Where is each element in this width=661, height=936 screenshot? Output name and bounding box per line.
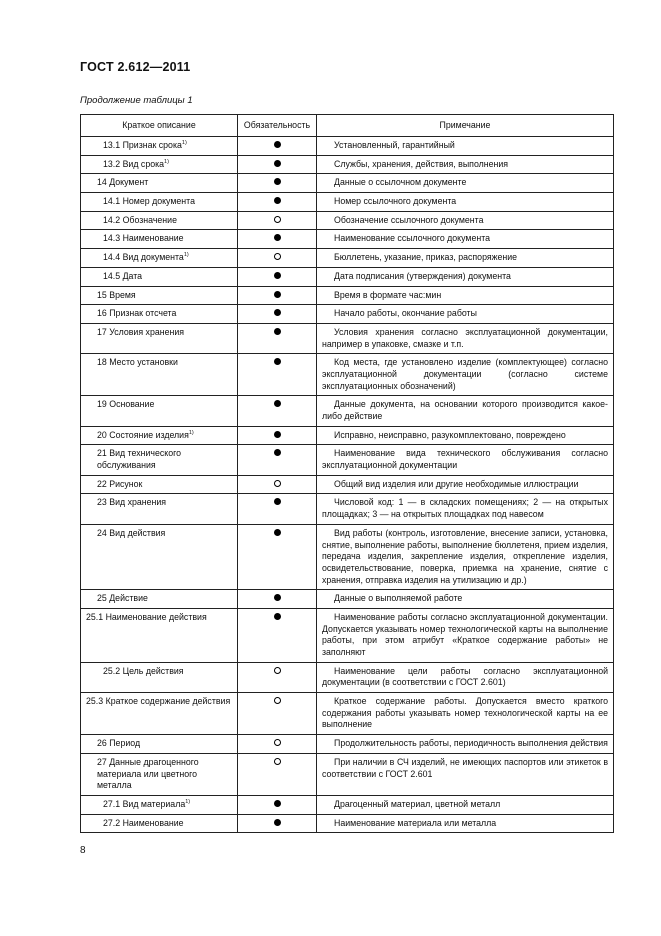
optional-open-circle-icon	[274, 480, 281, 487]
row-note-text: Драгоценный материал, цветной металл	[334, 798, 501, 809]
row-note	[317, 475, 614, 494]
table-row	[81, 662, 614, 692]
row-description-text: 17 Условия хранения	[97, 326, 185, 337]
row-note-text: Время в формате час:мин	[334, 289, 442, 300]
row-description	[81, 753, 238, 795]
mandatory-filled-circle-icon	[274, 328, 281, 335]
row-note	[317, 445, 614, 475]
table-row	[81, 814, 614, 833]
row-description	[81, 155, 238, 174]
row-obligation	[238, 524, 317, 589]
row-note-text: Код места, где установлено изделие (комплектующее) согласно эксплуатационной документации (согласно системе эксплуатационных обозначений)	[322, 357, 608, 391]
row-obligation	[238, 693, 317, 735]
mandatory-filled-circle-icon	[274, 431, 281, 438]
mandatory-filled-circle-icon	[274, 309, 281, 316]
mandatory-filled-circle-icon	[274, 498, 281, 505]
footnote-marker: 1)	[188, 429, 194, 436]
row-description-text: 22 Рисунок	[97, 478, 143, 489]
row-description	[81, 475, 238, 494]
mandatory-filled-circle-icon	[274, 819, 281, 826]
mandatory-filled-circle-icon	[274, 160, 281, 167]
footnote-marker: 1)	[183, 252, 189, 259]
row-obligation	[238, 814, 317, 833]
table-row	[81, 155, 614, 174]
mandatory-filled-circle-icon	[274, 197, 281, 204]
attributes-table	[80, 114, 614, 833]
row-note-text: Дата подписания (утверждения) документа	[334, 270, 511, 281]
mandatory-filled-circle-icon	[274, 178, 281, 185]
row-note-text: Данные документа, на основании которого производится какое-либо действие	[322, 399, 608, 421]
table-header-row	[81, 115, 614, 137]
row-note-text: Условия хранения согласно эксплуатационной документации, например в упаковке, смазке и т.п.	[322, 326, 608, 349]
row-note-text: Бюллетень, указание, приказ, распоряжение	[334, 252, 518, 263]
column-header-note: Примечание	[317, 115, 614, 137]
row-note-text: Службы, хранения, действия, выполнения	[334, 158, 509, 169]
row-description-text: 19 Основание	[97, 399, 155, 410]
table-row	[81, 193, 614, 212]
table-row	[81, 753, 614, 795]
row-description-text: 25.3 Краткое содержание действия	[86, 696, 231, 707]
row-description-text: 27.1 Вид материала	[103, 798, 186, 809]
table-row	[81, 137, 614, 156]
row-note-text: Номер ссылочного документа	[334, 196, 457, 207]
row-note	[317, 814, 614, 833]
row-description	[81, 305, 238, 324]
row-note-text: Исправно, неисправно, разукомплектовано, повреждено	[334, 429, 566, 440]
row-obligation	[238, 396, 317, 426]
table-row	[81, 174, 614, 193]
mandatory-filled-circle-icon	[274, 234, 281, 241]
row-description	[81, 524, 238, 589]
row-note-text: Наименование материала или металла	[334, 817, 497, 828]
table-row	[81, 445, 614, 475]
row-description-text: 23 Вид хранения	[97, 497, 167, 508]
optional-open-circle-icon	[274, 216, 281, 223]
row-note	[317, 608, 614, 662]
row-description-text: 14.5 Дата	[103, 270, 143, 281]
table-row	[81, 475, 614, 494]
row-obligation	[238, 211, 317, 230]
row-note-text: Наименование вида технического обслуживания согласно эксплуатационной документации	[322, 448, 608, 471]
row-note	[317, 590, 614, 609]
row-description-text: 14 Документ	[97, 177, 149, 188]
row-description	[81, 286, 238, 305]
document-title: ГОСТ 2.612—2011	[80, 60, 191, 74]
page-number: 8	[80, 845, 86, 856]
row-obligation	[238, 590, 317, 609]
row-note-text: Общий вид изделия или другие необходимые иллюстрации	[334, 478, 579, 489]
mandatory-filled-circle-icon	[274, 594, 281, 601]
row-obligation	[238, 155, 317, 174]
row-note	[317, 662, 614, 692]
table-row	[81, 323, 614, 353]
row-description	[81, 211, 238, 230]
row-obligation	[238, 267, 317, 286]
mandatory-filled-circle-icon	[274, 291, 281, 298]
row-description-text: 27.2 Наименование	[103, 817, 184, 828]
footnote-marker: 1)	[164, 158, 169, 165]
table-row	[81, 249, 614, 268]
row-description	[81, 137, 238, 156]
row-description-text: 14.1 Номер документа	[103, 196, 195, 207]
row-note-text: Продолжительность работы, периодичность выполнения действия	[334, 738, 608, 749]
table-body	[81, 137, 614, 833]
row-note-text: Наименование работы согласно эксплуатационной документации. Допускается указывать номер технологической карты на выполнение работы, при этом атрибут «Краткое содержание работы» не заполняют	[322, 611, 608, 657]
row-description	[81, 735, 238, 754]
row-description	[81, 608, 238, 662]
row-description-text: 14.2 Обозначение	[103, 214, 177, 225]
row-note-text: Наименование цели работы согласно эксплуатационной документации (в соответствии с ГОСТ 2.601)	[322, 665, 608, 688]
mandatory-filled-circle-icon	[274, 613, 281, 620]
row-description-text: 26 Период	[97, 738, 141, 749]
row-note	[317, 396, 614, 426]
row-note	[317, 735, 614, 754]
row-description-text: 14.4 Вид документа	[103, 252, 184, 263]
row-description-text: 27 Данные драгоценного материала или цветного металла	[97, 756, 199, 791]
row-note	[317, 693, 614, 735]
optional-open-circle-icon	[274, 697, 281, 704]
mandatory-filled-circle-icon	[274, 529, 281, 536]
row-note	[317, 426, 614, 445]
row-description-text: 25.2 Цель действия	[103, 665, 184, 676]
row-obligation	[238, 249, 317, 268]
mandatory-filled-circle-icon	[274, 358, 281, 365]
table-row	[81, 608, 614, 662]
optional-open-circle-icon	[274, 739, 281, 746]
table-row	[81, 396, 614, 426]
row-note-text: Краткое содержание работы. Допускается вместо краткого содержания работы указывать номер технологической карты на ее выполнение	[322, 696, 608, 730]
table-row	[81, 795, 614, 814]
row-description	[81, 323, 238, 353]
table-continuation-caption: Продолжение таблицы 1	[80, 95, 193, 106]
row-description-text: 13.2 Вид срока	[103, 158, 165, 169]
mandatory-filled-circle-icon	[274, 272, 281, 279]
row-note	[317, 174, 614, 193]
row-description-text: 21 Вид технического обслуживания	[97, 448, 182, 471]
footnote-marker: 1)	[181, 140, 187, 147]
row-note-text: Данные о ссылочном документе	[334, 177, 467, 188]
mandatory-filled-circle-icon	[274, 141, 281, 148]
table-row	[81, 286, 614, 305]
row-obligation	[238, 475, 317, 494]
row-note	[317, 795, 614, 814]
row-description-text: 25 Действие	[97, 593, 148, 604]
row-note-text: Вид работы (контроль, изготовление, внесение записи, установка, снятие, выполнение работы, выполнение бюллетеня, прием изделия, передача изделия, закрепление изделия, открепление изделия, освидетельствование, поверка, приемка на хранение, снятие с хранения, отправка изделия на утилизацию и др.)	[322, 527, 608, 585]
row-description	[81, 693, 238, 735]
row-description-text: 20 Состояние изделия	[97, 429, 189, 440]
row-note-text: Установленный, гарантийный	[334, 140, 455, 150]
row-description	[81, 795, 238, 814]
optional-open-circle-icon	[274, 253, 281, 260]
row-note	[317, 305, 614, 324]
row-obligation	[238, 193, 317, 212]
row-description-text: 16 Признак отсчета	[97, 308, 177, 319]
row-description-text: 14.3 Наименование	[103, 233, 184, 244]
table-row	[81, 590, 614, 609]
row-note	[317, 155, 614, 174]
row-note	[317, 524, 614, 589]
row-obligation	[238, 286, 317, 305]
row-note	[317, 230, 614, 249]
row-description	[81, 193, 238, 212]
column-header-description: Краткое описание	[81, 115, 238, 137]
row-description-text: 24 Вид действия	[97, 527, 166, 538]
table-row	[81, 305, 614, 324]
row-note	[317, 494, 614, 524]
row-description-text: 25.1 Наименование действия	[86, 611, 207, 622]
row-description	[81, 445, 238, 475]
row-note-text: Наименование ссылочного документа	[334, 233, 491, 244]
column-header-obligation: Обязательность	[238, 115, 317, 137]
row-obligation	[238, 137, 317, 156]
row-description-text: 13.1 Признак срока	[103, 140, 182, 150]
table-row	[81, 354, 614, 396]
mandatory-filled-circle-icon	[274, 449, 281, 456]
row-obligation	[238, 230, 317, 249]
row-description	[81, 354, 238, 396]
row-obligation	[238, 795, 317, 814]
row-note	[317, 249, 614, 268]
row-note	[317, 323, 614, 353]
row-obligation	[238, 354, 317, 396]
table-row	[81, 211, 614, 230]
optional-open-circle-icon	[274, 667, 281, 674]
row-note	[317, 753, 614, 795]
row-note-text: При наличии в СЧ изделий, не имеющих паспортов или этикеток в соответствии с ГОСТ 2.601	[322, 756, 608, 779]
optional-open-circle-icon	[274, 758, 281, 765]
row-description	[81, 230, 238, 249]
row-description	[81, 662, 238, 692]
row-obligation	[238, 305, 317, 324]
row-description	[81, 267, 238, 286]
footnote-marker: 1)	[185, 798, 191, 805]
row-description	[81, 396, 238, 426]
row-obligation	[238, 662, 317, 692]
row-note	[317, 193, 614, 212]
row-obligation	[238, 735, 317, 754]
row-obligation	[238, 608, 317, 662]
row-description-text: 18 Место установки	[97, 357, 178, 368]
row-description	[81, 249, 238, 268]
mandatory-filled-circle-icon	[274, 400, 281, 407]
mandatory-filled-circle-icon	[274, 800, 281, 807]
row-description	[81, 174, 238, 193]
row-description	[81, 494, 238, 524]
table-row	[81, 735, 614, 754]
row-obligation	[238, 494, 317, 524]
row-note	[317, 286, 614, 305]
table-row	[81, 494, 614, 524]
row-obligation	[238, 323, 317, 353]
table-row	[81, 426, 614, 445]
row-note	[317, 137, 614, 156]
row-obligation	[238, 753, 317, 795]
row-description	[81, 590, 238, 609]
row-obligation	[238, 445, 317, 475]
row-note-text: Данные о выполняемой работе	[334, 593, 463, 604]
table-row	[81, 524, 614, 589]
row-obligation	[238, 426, 317, 445]
row-note-text: Начало работы, окончание работы	[334, 308, 477, 319]
row-description	[81, 426, 238, 445]
table-row	[81, 267, 614, 286]
row-note	[317, 211, 614, 230]
table-row	[81, 693, 614, 735]
row-description-text: 15 Время	[97, 289, 136, 300]
row-note-text: Обозначение ссылочного документа	[334, 214, 484, 225]
table-row	[81, 230, 614, 249]
row-note	[317, 267, 614, 286]
row-description	[81, 814, 238, 833]
row-note	[317, 354, 614, 396]
row-obligation	[238, 174, 317, 193]
row-note-text: Числовой код: 1 — в складских помещениях; 2 — на открытых площадках; 3 — на открытых площадках под навесом	[322, 497, 608, 520]
